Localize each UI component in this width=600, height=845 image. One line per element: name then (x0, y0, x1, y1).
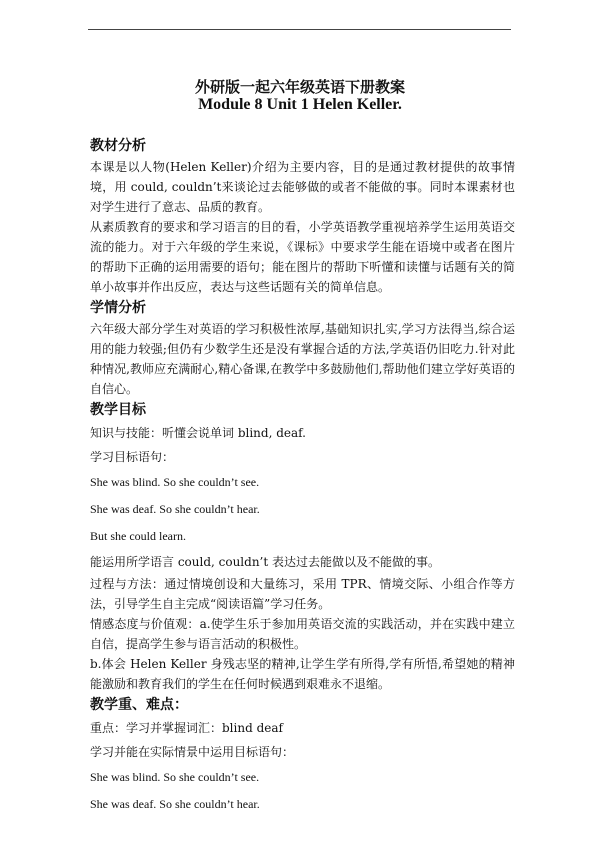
document-body (90, 135, 515, 818)
target-sentence: But she could learn. (90, 529, 186, 543)
section-teaching-goals (90, 399, 515, 694)
section-heading: 学情分析 (90, 300, 146, 316)
document-title-chinese: 外研版一起六年级英语下册教案 (194, 78, 405, 96)
paragraph: 本课是以人物(Helen Keller)介绍为主要内容，目的是通过教材提供的故事情境，用 could, couldn’t来谈论过去能够做的或者不能做的事。同时本课素材也对学生进行了意志、品质的教育。 (90, 160, 515, 214)
target-sentence: She was blind. So she couldn’t see. (90, 770, 260, 784)
paragraph: 情感态度与价值观：a.使学生乐于参加用英语交流的实践活动，并在实践中建立自信，提高学生参与语言活动的积极性。 (90, 617, 515, 651)
paragraph: 从素质教育的要求和学习语言的目的看，小学英语教学重视培养学生运用英语交流的能力。对于六年级的学生来说，《课标》中要求学生能在语境中或者在图片的帮助下正确的运用需要的语句；能在图片的帮助下听懂和读懂与话题有关的简单小故事并作出反应，表达与这些话题有关的简单信息。 (90, 220, 515, 294)
section-heading: 教学目标 (90, 402, 146, 418)
section-textbook-analysis (90, 135, 515, 297)
key-point-line: 重点：学习并掌握词汇：blind deaf (90, 721, 283, 735)
goal-line: 知识与技能：听懂会说单词 blind, deaf. (90, 426, 306, 440)
goal-line: 能运用所学语言 could, couldn’t 表达过去能做以及不能做的事。 (90, 555, 441, 569)
section-student-analysis (90, 297, 515, 399)
document-title-english: Module 8 Unit 1 Helen Keller. (198, 96, 402, 113)
key-point-line: 学习并能在实际情景中运用目标语句： (90, 745, 295, 759)
section-heading: 教学重、难点： (90, 697, 188, 713)
target-sentence: She was blind. So she couldn’t see. (90, 475, 260, 489)
paragraph: 六年级大部分学生对英语的学习积极性浓厚,基础知识扎实,学习方法得当,综合运用的能力较强;但仍有少数学生还是没有掌握合适的方法,学英语仍旧吃力.针对此种情况,教师应充满耐心,精心备课,在教学中多鼓励他们,帮助他们建立学好英语的自信心。 (90, 322, 515, 396)
paragraph: 过程与方法：通过情境创设和大量练习，采用 TPR、情境交际、小组合作等方法，引导学生自主完成“阅读语篇”学习任务。 (90, 577, 515, 611)
top-rule (88, 29, 511, 30)
paragraph: b.体会 Helen Keller 身残志坚的精神,让学生学有所得,学有所悟,希望她的精神能激励和教育我们的学生在任何时候遇到艰难永不退缩。 (90, 657, 515, 691)
section-key-points (90, 694, 515, 818)
target-sentence: She was deaf. So she couldn’t hear. (90, 797, 260, 811)
section-heading: 教材分析 (90, 138, 146, 154)
goal-line: 学习目标语句： (90, 450, 175, 464)
target-sentence: She was deaf. So she couldn’t hear. (90, 502, 260, 516)
